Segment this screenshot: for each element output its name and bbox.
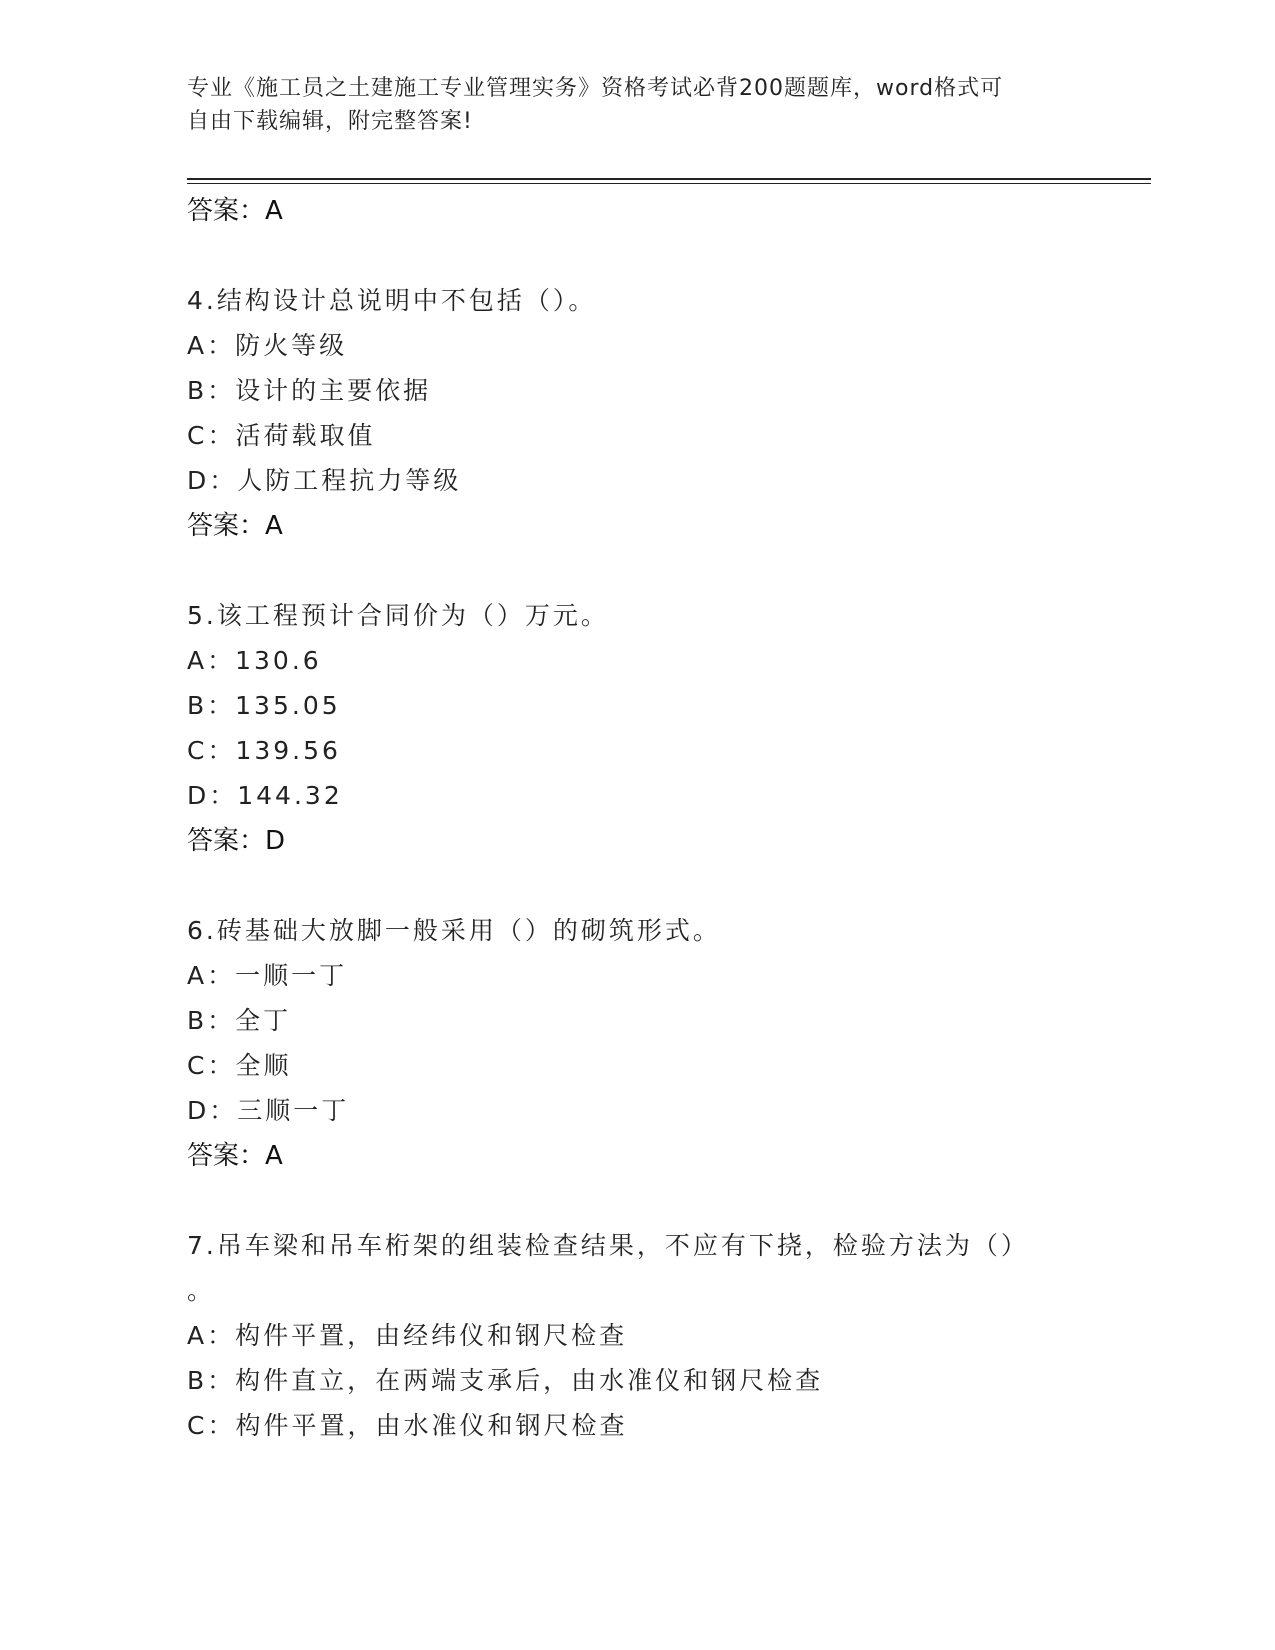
document-header	[187, 72, 1087, 138]
option-d: D：人防工程抗力等级	[187, 466, 462, 495]
answer: 答案：D	[187, 826, 286, 856]
question-text: 7.吊车梁和吊车桁架的组装检查结果，不应有下挠，检验方法为（）	[187, 1231, 1029, 1260]
option-b: B：构件直立，在两端支承后，由水准仪和钢尺检查	[187, 1366, 824, 1395]
spacer	[187, 1179, 1087, 1223]
option-a: A：一顺一丁	[187, 961, 348, 990]
header-line-1: 专业《施工员之土建施工专业管理实务》资格考试必背200题题库，word格式可	[187, 76, 1004, 101]
previous-answer: 答案：A	[187, 196, 283, 226]
header-divider-thin	[187, 183, 1151, 184]
question-list	[187, 188, 1087, 1448]
option-a: A：构件平置，由经纬仪和钢尺检查	[187, 1321, 628, 1350]
question-text: 6.砖基础大放脚一般采用（）的砌筑形式。	[187, 916, 721, 945]
question-text: 4.结构设计总说明中不包括（）。	[187, 286, 597, 315]
option-b: B：135.05	[187, 691, 341, 720]
question-block-5	[187, 593, 1087, 864]
option-a: A：防火等级	[187, 331, 348, 360]
option-a: A：130.6	[187, 646, 322, 675]
spacer	[187, 549, 1087, 593]
option-c: C：139.56	[187, 736, 341, 765]
answer: 答案：A	[187, 511, 283, 541]
option-d: D：三顺一丁	[187, 1096, 350, 1125]
question-block-7	[187, 1223, 1087, 1448]
option-b: B：全丁	[187, 1006, 292, 1035]
question-block-4	[187, 278, 1087, 549]
header-line-2: 自由下载编辑，附完整答案!	[187, 109, 473, 134]
option-c: C：全顺	[187, 1051, 292, 1080]
spacer	[187, 234, 1087, 278]
option-d: D：144.32	[187, 781, 343, 810]
option-c: C：活荷载取值	[187, 421, 376, 450]
question-text-continuation: 。	[187, 1276, 216, 1305]
question-text: 5.该工程预计合同价为（）万元。	[187, 601, 609, 630]
option-b: B：设计的主要依据	[187, 376, 432, 405]
spacer	[187, 864, 1087, 908]
answer: 答案：A	[187, 1141, 283, 1171]
option-c: C：构件平置，由水准仪和钢尺检查	[187, 1411, 628, 1440]
question-block-6	[187, 908, 1087, 1179]
header-divider-thick	[187, 178, 1151, 180]
